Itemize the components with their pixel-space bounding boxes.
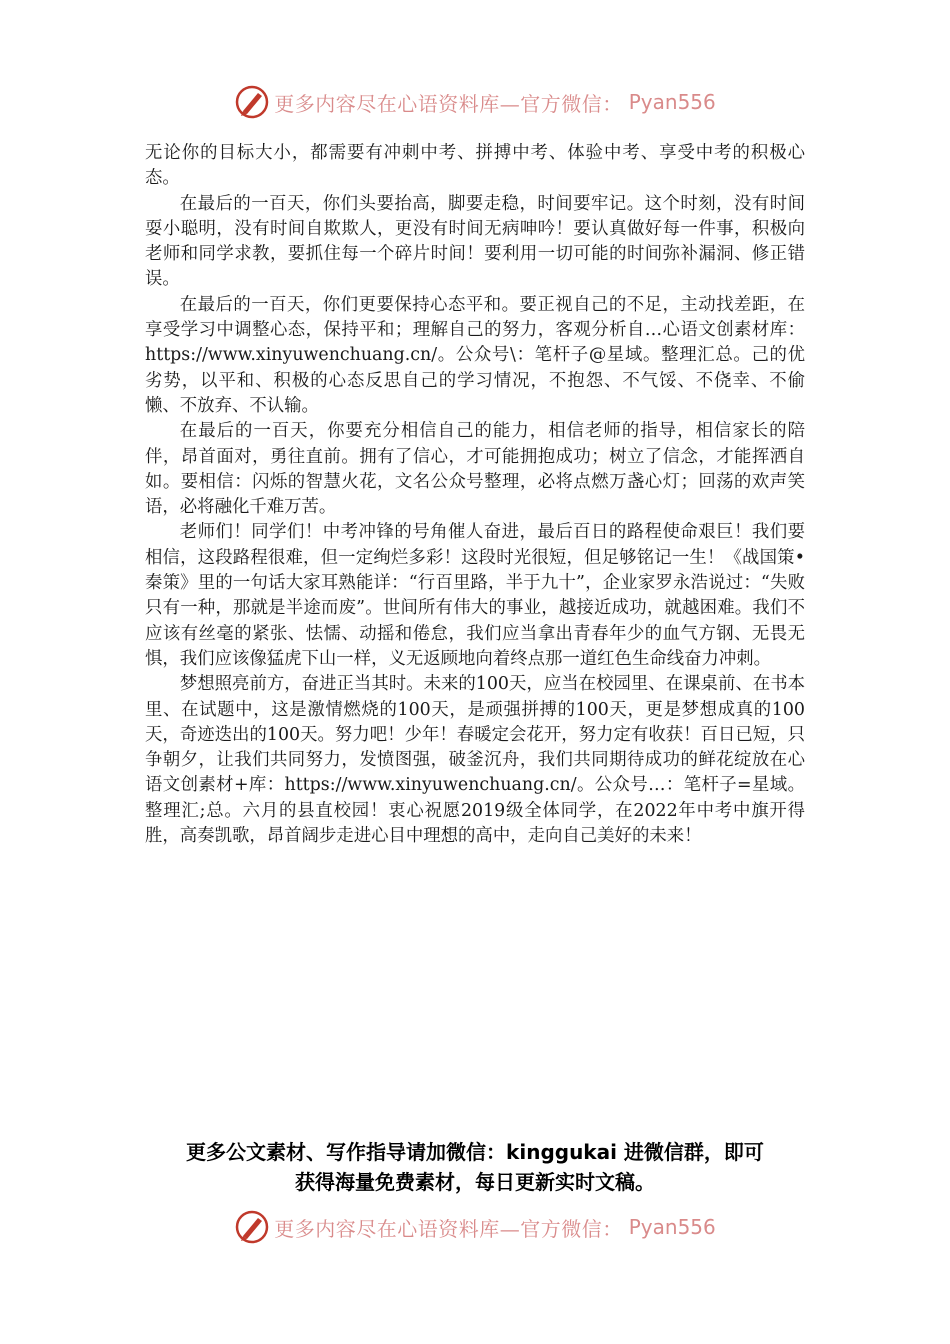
promo-notice [0,1137,950,1197]
banner-wechat-id: Pyan556 [628,1215,716,1239]
footer-banner [0,1207,950,1247]
article-body [145,141,805,849]
paragraph: 梦想照亮前方，奋进正当其时。未来的100天，应当在校园里、在课桌前、在书本里、在试题中，这是激情燃烧的100天，是顽强拼搏的100天，更是梦想成真的100天，奇迹迭出的100天。努力吧！少年！春暖定会花开，努力定有收获！百日已短，只争朝夕，让我们共同努力，发愤图强，破釜沉舟，我们共同期待成功的鲜花绽放在心语文创素材+库：https://www.xinyuwenchuang.cn/。公众号…：笔杆子=星域。整理汇;总。六月的县直校园！衷心祝愿2019级全体同学，在2022年中考中旗开得胜，高奏凯歌，昂首阔步走进心目中理想的高中，走向自己美好的未来！ [145,674,805,847]
paragraph: 在最后的一百天，你们头要抬高，脚要走稳，时间要牢记。这个时刻，没有时间耍小聪明，没有时间自欺欺人，更没有时间无病呻吟！要认真做好每一件事，积极向老师和同学求教，要抓住每一个碎片时间！要利用一切可能的时间弥补漏洞、修正错误。 [145,193,805,290]
banner-wechat-id: Pyan556 [628,90,716,114]
paragraph: 在最后的一百天，你要充分相信自己的能力，相信老师的指导，相信家长的陪伴，昂首面对，勇往直前。拥有了信心，才可能拥抱成功；树立了信念，才能挥洒自如。要相信：闪烁的智慧火花，文名公众号整理，必将点燃万盏心灯；回荡的欢声笑语，必将融化千难万苦。 [145,421,805,518]
pen-logo-icon [234,1209,270,1245]
pen-logo-icon [234,84,270,120]
paragraph: 在最后的一百天，你们更要保持心态平和。要正视自己的不足，主动找差距，在享受学习中调整心态，保持平和；理解自己的努力，客观分析自…心语文创素材库：https://www.xinyuwenchuang.cn/。公众号\：笔杆子@星域。整理汇总。己的优劣势，以平和、积极的心态反思自己的学习情况，不抱怨、不气馁、不侥幸、不偷懒、不放弃、不认输。 [145,294,805,416]
paragraph: 无论你的目标大小，都需要有冲刺中考、拼搏中考、体验中考、享受中考的积极心态。 [145,143,805,189]
paragraph: 老师们！同学们！中考冲锋的号角催人奋进，最后百日的路程使命艰巨！我们要相信，这段路程很难，但一定绚烂多彩！这段时光很短，但足够铭记一生！《战国策•秦策》里的一句话大家耳熟能详：“行百里路，半于九十”，企业家罗永浩说过：“失败只有一种，那就是半途而废”。世间所有伟大的事业，越接近成功，就越困难。我们不应该有丝毫的紧张、怯懦、动摇和倦怠，我们应当拿出青春年少的血气方钢、无畏无惧，我们应该像猛虎下山一样，义无返顾地向着终点那一道红色生命线奋力冲刺。 [145,522,805,669]
banner-text: 更多内容尽在心语资料库—官方微信： [274,1216,623,1241]
promo-line: 获得海量免费素材，每日更新实时文稿。 [295,1170,655,1194]
promo-line: 更多公文素材、写作指导请加微信：kinggukai 进微信群，即可 [186,1140,764,1164]
header-banner [0,82,950,122]
banner-text: 更多内容尽在心语资料库—官方微信： [274,91,623,116]
